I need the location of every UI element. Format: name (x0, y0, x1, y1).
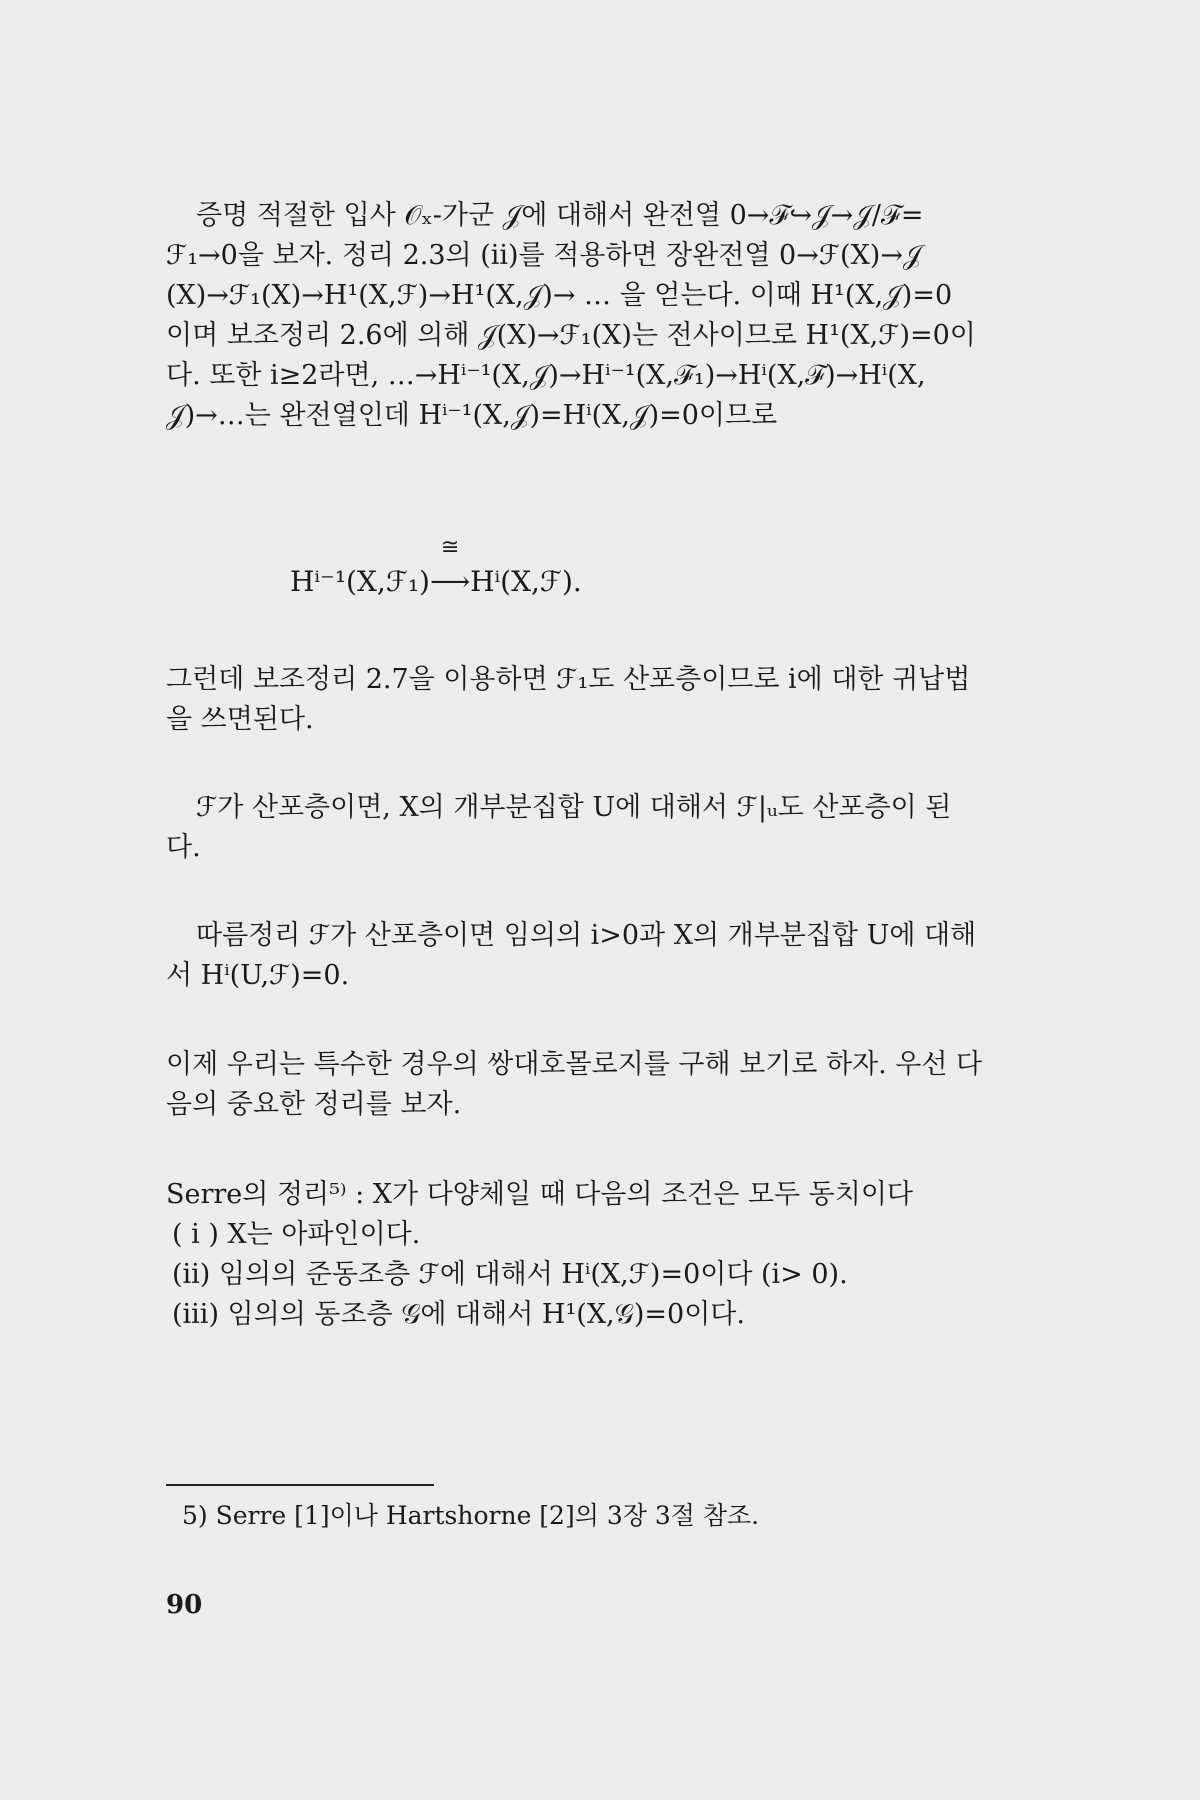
corollary-line-1: 따름정리 ℱ가 산포층이면 임의의 i>0과 X의 개부분집합 U에 대해 (196, 920, 977, 951)
iso-symbol: ≅ (440, 535, 460, 560)
intro-line-1: 이제 우리는 특수한 경우의 쌍대호몰로지를 구해 보기로 하자. 우선 다 (166, 1049, 983, 1080)
serre-theorem (166, 1175, 1046, 1335)
equation-arrow: ⟶ (429, 565, 471, 598)
proof-line-2: ℱ₁→0을 보자. 정리 2.3의 (ii)를 적용하면 장완전열 0→ℱ(X)→𝒥 (166, 240, 922, 271)
remark-line-2: 다. (166, 832, 201, 863)
equation-right: Hⁱ(X,ℱ). (470, 565, 582, 598)
theorem-item-3: (iii) 임의의 동조층 𝒢에 대해서 H¹(X,𝒢)=0이다. (172, 1299, 745, 1330)
footnote: 5) Serre [1]이나 Hartshorne [2]의 3장 3절 참조. (182, 1501, 760, 1530)
intro-paragraph (166, 1045, 1046, 1125)
corollary-paragraph (166, 916, 1046, 996)
equation-arrow-group (429, 535, 471, 598)
isomorphism-equation (290, 535, 582, 598)
after-eq-line-1: 그런데 보조정리 2.7을 이용하면 ℱ₁도 산포층이므로 i에 대한 귀납법 (166, 664, 971, 695)
proof-paragraph (166, 196, 1046, 436)
proof-line-4: 이며 보조정리 2.6에 의해 𝒥(X)→ℱ₁(X)는 전사이므로 H¹(X,ℱ)=0이 (166, 320, 976, 351)
proof-line-6: 𝒥)→…는 완전열인데 Hⁱ⁻¹(X,𝒥)=Hⁱ(X,𝒥)=0이므로 (166, 400, 778, 431)
equation-left: Hⁱ⁻¹(X,ℱ₁) (290, 565, 430, 598)
intro-line-2: 음의 중요한 정리를 보자. (166, 1089, 462, 1120)
after-eq-line-2: 을 쓰면된다. (166, 704, 314, 735)
after-equation-paragraph (166, 660, 1046, 740)
proof-line-3: (X)→ℱ₁(X)→H¹(X,ℱ)→H¹(X,𝒥)→ … 을 얻는다. 이때 H¹(X,𝒥)=0 (166, 280, 953, 311)
page-number: 90 (166, 1590, 203, 1620)
footnote-divider (166, 1484, 434, 1486)
remark-paragraph (166, 788, 1046, 868)
theorem-heading: Serre의 정리⁵⁾ : X가 다양체일 때 다음의 조건은 모두 동치이다 (166, 1179, 914, 1210)
proof-line-1: 증명 적절한 입사 𝒪ₓ-가군 𝒥에 대해서 완전열 0→ℱ↪𝒥→𝒥/ℱ= (196, 200, 924, 231)
theorem-item-1: ( i ) X는 아파인이다. (172, 1219, 421, 1250)
remark-line-1: ℱ가 산포층이면, X의 개부분집합 U에 대해서 ℱ|ᵤ도 산포층이 된 (196, 792, 952, 823)
theorem-item-2: (ii) 임의의 준동조층 ℱ에 대해서 Hⁱ(X,ℱ)=0이다 (i> 0). (172, 1259, 848, 1290)
proof-line-5: 다. 또한 i≥2라면, …→Hⁱ⁻¹(X,𝒥)→Hⁱ⁻¹(X,ℱ₁)→Hⁱ(X,ℱ)→Hⁱ(X, (166, 360, 926, 391)
corollary-line-2: 서 Hⁱ(U,ℱ)=0. (166, 960, 350, 991)
